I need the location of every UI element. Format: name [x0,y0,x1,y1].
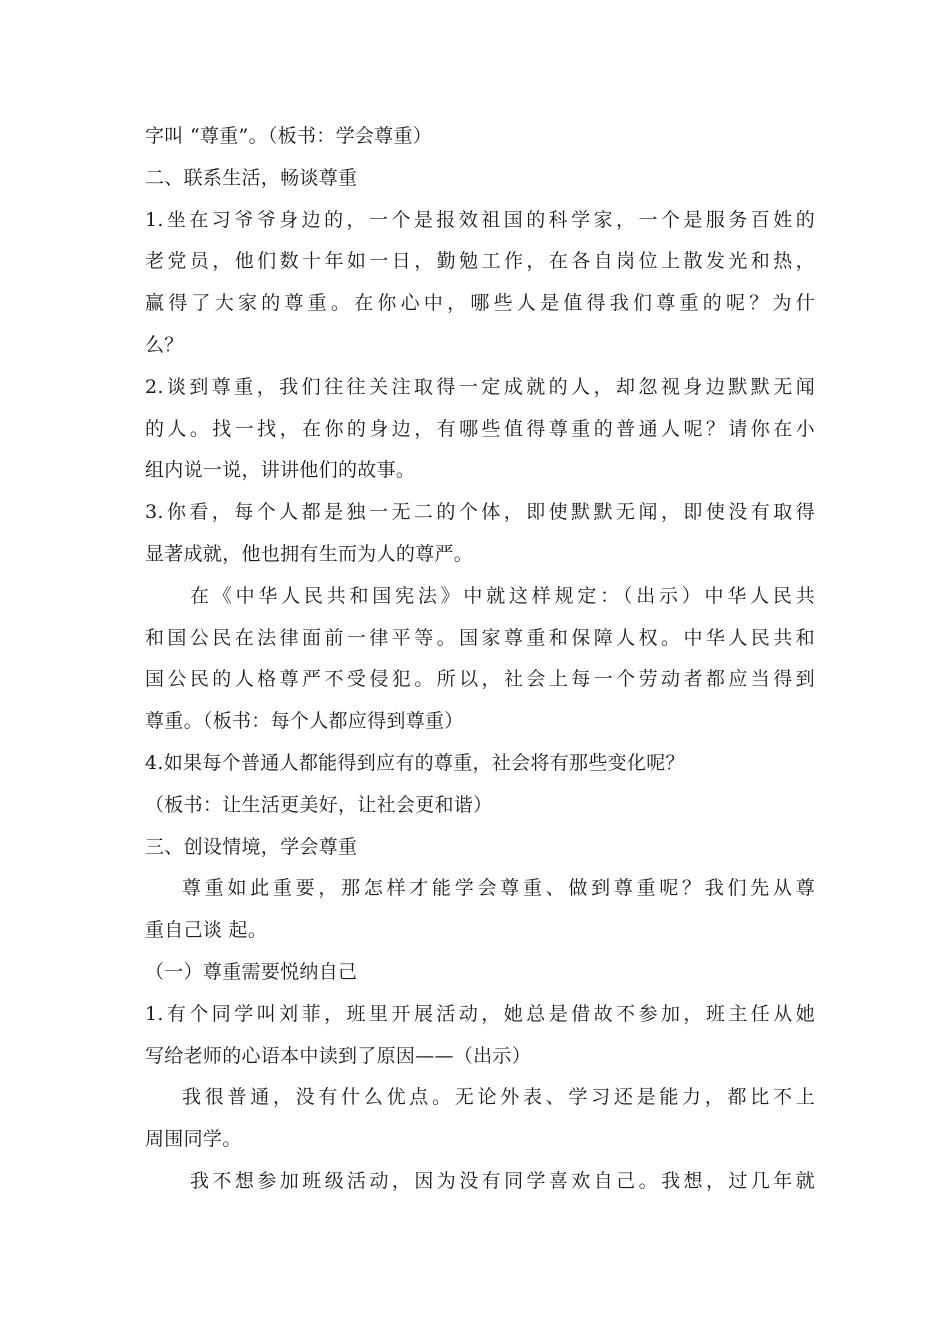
text-line: 的人。找一找，在你的身边，有哪些值得尊重的普通人呢？请你在小 [145,417,815,440]
text-line: 1.坐在习爷爷身边的，一个是报效祖国的科学家，一个是服务百姓的 [145,208,815,231]
text-line: 二、联系生活，畅谈尊重 [145,166,358,189]
text-line: 3.你看，每个人都是独一无二的个体，即使默默无闻，即使没有取得 [145,501,815,524]
text-line: 组内说一说，讲讲他们的故事。 [145,459,416,482]
text-line: 4.如果每个普通人都能得到应有的尊重，社会将有那些变化呢？ [145,752,685,774]
text-line: 三、创设情境，学会尊重 [145,835,358,858]
text-line: 显著成就，他也拥有生而为人的尊严。 [145,543,474,565]
text-line: 1.有个同学叫刘菲，班里开展活动，她总是借故不参加，班主任从她 [145,1002,815,1025]
text-line: 我很普通，没有什么优点。无论外表、学习还是能力，都比不上 [182,1086,815,1109]
text-line: 在《中华人民共和国宪法》中就这样规定：（出示）中华人民共 [190,584,815,607]
text-line: 国公民的人格尊严不受侵犯。所以，社会上每一个劳动者都应当得到 [145,668,815,691]
text-line: 我不想参加班级活动，因为没有同学喜欢自己。我想，过几年就 [190,1170,815,1192]
text-line: 字叫 “尊重”。（板书：学会尊重） [145,125,433,147]
text-line: 么？ [145,334,184,356]
text-line: 老党员，他们数十年如一日，勤勉工作，在各自岗位上散发光和热， [145,250,815,273]
text-line: 重自己谈 起。 [145,919,268,942]
text-line: （一）尊重需要悦纳自己 [145,961,358,983]
text-line: 2.谈到尊重，我们往往关注取得一定成就的人，却忽视身边默默无闻 [145,375,815,398]
text-line: 周围同学。 [145,1128,242,1151]
text-line: （板书：让生活更美好，让社会更和谐） [145,793,493,816]
text-line: 尊重如此重要，那怎样才能学会尊重、做到尊重呢？我们先从尊 [182,877,815,900]
text-line: 和国公民在法律面前一律平等。国家尊重和保障人权。中华人民共和 [145,626,815,649]
text-line: 写给老师的心语本中读到了原因——（出示） [145,1044,532,1067]
text-line: 赢得了大家的尊重。在你心中，哪些人是值得我们尊重的呢？为什 [145,292,815,315]
text-line: 尊重。（板书：每个人都应得到尊重） [145,710,464,733]
